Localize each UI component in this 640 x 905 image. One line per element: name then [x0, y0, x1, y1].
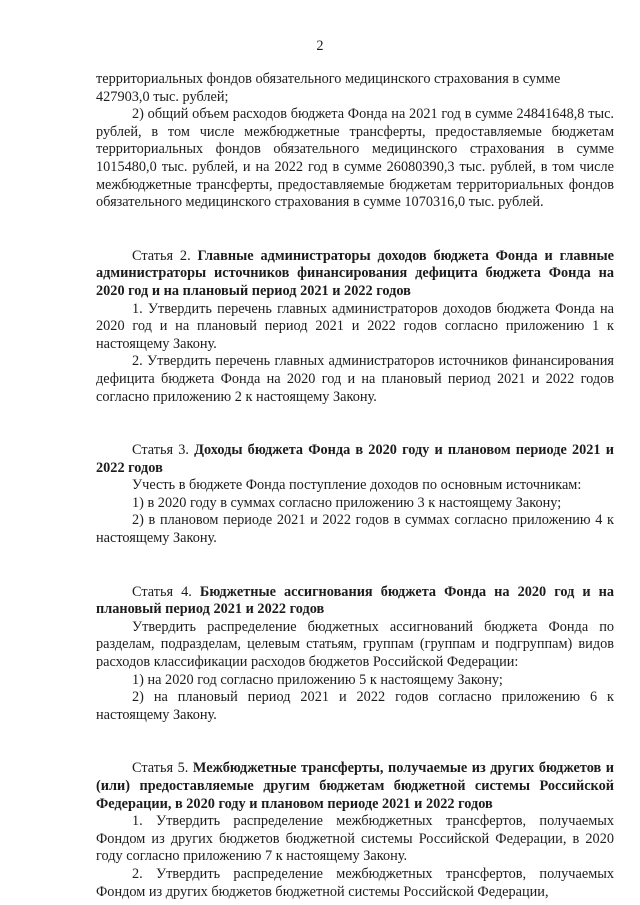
article-4-paragraph-1: Утвердить распределение бюджетных ассигнований бюджета Фонда по разделам, подразделам, целевым статьям, группам (группам и подгруппам) видов расходов классификации расходов бюджетов Российской Федерации: [96, 618, 614, 671]
article-4-prefix: Статья 4. [132, 583, 192, 600]
intro-continuation: территориальных фондов обязательного медицинского страхования в сумме 427903,0 тыс. рублей; [96, 71, 561, 105]
article-2-title: Главные администраторы доходов бюджета Фонда и главные администраторы источников финансирования дефицита бюджета Фонда на 2020 год и на плановый период 2021 и 2022 годов [96, 247, 615, 299]
article-2-prefix: Статья 2. [132, 247, 191, 264]
page-content [96, 71, 614, 901]
article-4-paragraph-3: 2) на плановый период 2021 и 2022 годов согласно приложению 6 к настоящему Закону. [96, 689, 614, 723]
article-2-paragraph-2: 2. Утвердить перечень главных администраторов источников финансирования дефицита бюджета Фонда на 2020 год и на плановый период 2021 и 2022 годов согласно приложению 2 к настоящему Закону. [96, 353, 614, 405]
article-3-paragraph-3: 2) в плановом периоде 2021 и 2022 годов в суммах согласно приложению 4 к настоящему Закону. [96, 512, 614, 547]
article-5-prefix: Статья 5. [132, 760, 189, 777]
page-number: 2 [316, 38, 324, 54]
intro-item-2: 2) общий объем расходов бюджета Фонда на 2021 год в сумме 24841648,8 тыс. рублей, в том числе межбюджетные трансферты, предоставляемые бюджетам территориальных фондов обязательного медицинского страхования в сумме 1015480,0 тыс. рублей, и на 2022 год в сумме 26080390,3 тыс. рублей, в том числе межбюджетные трансферты, предоставляемые бюджетам территориальных фондов обязательного медицинского страхования в сумме 1070316,0 тыс. рублей. [96, 106, 614, 211]
article-5-paragraph-1: 1. Утвердить распределение межбюджетных трансфертов, получаемых Фондом из других бюджетов бюджетной системы Российской Федерации, в 2020 году согласно приложению 7 к настоящему Закону. [96, 813, 614, 865]
article-5-paragraph-2: 2. Утвердить распределение межбюджетных трансфертов, получаемых Фондом из других бюджетов бюджетной системы Российской Федерации, [96, 865, 614, 900]
article-3-prefix: Статья 3. [132, 442, 189, 459]
article-2-paragraph-1: 1. Утвердить перечень главных администраторов доходов бюджета Фонда на 2020 год и на плановый период 2021 и 2022 годов согласно приложению 1 к настоящему Закону. [96, 300, 614, 352]
article-5-title: Межбюджетные трансферты, получаемые из других бюджетов и (или) предоставляемые другим бюджетам бюджетной системы Российской Федерации, в 2020 году и плановом периоде 2021 и 2022 годов [96, 760, 614, 812]
article-3-heading [96, 442, 614, 477]
article-3-paragraph-1: Учесть в бюджете Фонда поступление доходов по основным источникам: [132, 477, 582, 494]
article-5-heading [96, 760, 614, 813]
article-2-heading [96, 248, 614, 301]
article-4-title: Бюджетные ассигнования бюджета Фонда на 2020 год и на плановый период 2021 и 2022 годов [96, 583, 614, 618]
article-3-paragraph-2: 1) в 2020 году в суммах согласно приложению 3 к настоящему Закону; [132, 494, 562, 511]
article-4-heading [96, 584, 614, 619]
article-4-paragraph-2: 1) на 2020 год согласно приложению 5 к настоящему Закону; [132, 671, 503, 688]
article-3-title: Доходы бюджета Фонда в 2020 году и плановом периоде 2021 и 2022 годов [96, 442, 614, 476]
